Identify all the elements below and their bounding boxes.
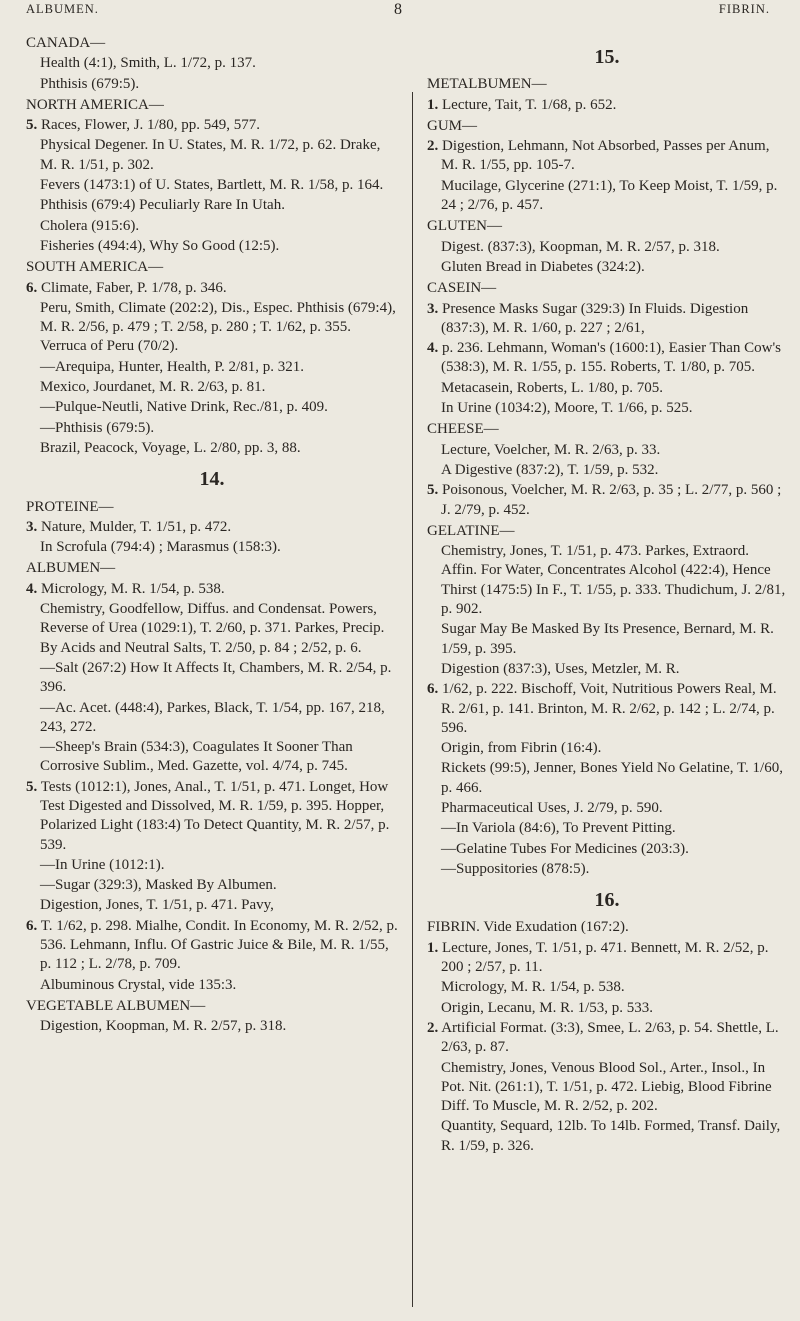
sub-entry: Brazil, Peacock, Voyage, L. 2/80, pp. 3, 88. — [40, 439, 301, 456]
entry-number: 1. — [427, 96, 439, 113]
sub-entry: Metacasein, Roberts, L. 1/80, p. 705. — [441, 379, 664, 396]
sub-entry: Origin, from Fibrin (16:4). — [441, 740, 602, 757]
entry-text: Lecture, Jones, T. 1/51, p. 471. Bennett, M. R. 2/52, p. 200 ; 2/57, p. 11. — [441, 939, 769, 976]
sub-entry: Digestion (837:3), Uses, Metzler, M. R. — [441, 660, 680, 677]
sub-entry: Chemistry, Jones, T. 1/51, p. 473. Parkes, Extraord. Affin. For Water, Concentrates Alcohol (422:4), Hence Thirst (1475:5) In F., T. 1/55, p. 333. Thudichum, J. 2/81, p. 902. — [441, 543, 786, 618]
entry-heading: GELATINE— — [427, 522, 515, 539]
numbered-entry — [26, 518, 398, 537]
entry-number: 5. — [427, 482, 439, 499]
sub-entry: Digestion, Jones, T. 1/51, p. 471. Pavy, — [40, 897, 274, 914]
entry-text: 1/62, p. 222. Bischoff, Voit, Nutritious Powers Real, M. R. 2/61, p. 141. Brinton, M. R. 2/62, p. 142 ; L. 2/74, p. 596. — [441, 681, 777, 736]
entry-heading: CASEIN— — [427, 280, 497, 297]
sub-entry: —Suppositories (878:5). — [441, 860, 590, 877]
entry-heading: NORTH AMERICA— — [26, 96, 164, 113]
sub-entry: —Sheep's Brain (534:3), Coagulates It Sooner Than Corrosive Sublim., Med. Gazette, vol. 4/74, p. 745. — [40, 739, 353, 775]
sub-entry: Peru, Smith, Climate (202:2), Dis., Espec. Phthisis (679:4), M. R. 2/56, p. 479 ; T. 2/58, p. 280 ; T. 1/62, p. 355. Verruca of Peru (70/2). — [40, 299, 396, 355]
sub-entry: In Scrofula (794:4) ; Marasmus (158:3). — [40, 539, 281, 556]
sub-entry: Chemistry, Goodfellow, Diffus. and Condensat. Powers, Reverse of Urea (1029:1), T. 2/60, p. 371. Parkes, Precip. By Acids and Neutral Salts, T. 2/50, p. 84 ; 2/52, p. 6. — [40, 601, 385, 656]
numbered-entry — [26, 778, 398, 855]
entry-text: Micrology, M. R. 1/54, p. 538. — [41, 580, 225, 597]
entry-text: Races, Flower, J. 1/80, pp. 549, 577. — [41, 117, 260, 134]
numbered-entry — [427, 137, 787, 176]
entry-text: Tests (1012:1), Jones, Anal., T. 1/51, p. 471. Longet, How Test Digested and Dissolved, M. R. 1/59, p. 395. Hopper, Polarized Light (183:4) To Detect Quantity, M. R. 2/57, p. 539. — [40, 778, 390, 853]
numbered-entry — [427, 939, 787, 978]
sub-entry: —Salt (267:2) How It Affects It, Chambers, M. R. 2/54, p. 396. — [40, 659, 392, 696]
sub-entry: Fisheries (494:4), Why So Good (12:5). — [40, 237, 280, 254]
entry-number: 5. — [26, 117, 38, 134]
sub-entry: —Sugar (329:3), Masked By Albumen. — [40, 877, 277, 894]
sub-entry: Phthisis (679:5). — [40, 75, 140, 92]
sub-entry: —Pulque-Neutli, Native Drink, Rec./81, p. 409. — [40, 399, 328, 416]
sub-entry: —In Urine (1012:1). — [40, 856, 165, 873]
numbered-entry — [427, 481, 787, 520]
entry-heading: GLUTEN— — [427, 218, 502, 235]
sub-entry: Fevers (1473:1) of U. States, Bartlett, M. R. 1/58, p. 164. — [40, 177, 384, 194]
sub-entry: Lecture, Voelcher, M. R. 2/63, p. 33. — [441, 441, 661, 458]
section-number: 15. — [594, 46, 620, 68]
sub-entry: Micrology, M. R. 1/54, p. 538. — [441, 979, 625, 996]
entry-heading: FIBRIN. Vide Exudation (167:2). — [427, 919, 629, 936]
sub-entry: Cholera (915:6). — [40, 217, 140, 234]
sub-entry: Pharmaceutical Uses, J. 2/79, p. 590. — [441, 799, 663, 816]
sub-entry: —Gelatine Tubes For Medicines (203:3). — [441, 840, 689, 857]
left-column — [26, 32, 398, 1038]
section-number: 16. — [594, 889, 620, 912]
entry-number: 6. — [427, 681, 439, 698]
entry-heading: ALBUMEN— — [26, 560, 116, 577]
sub-entry: Physical Degener. In U. States, M. R. 1/72, p. 62. Drake, M. R. 1/51, p. 302. — [40, 137, 381, 173]
entry-text: Poisonous, Voelcher, M. R. 2/63, p. 35 ; L. 2/77, p. 560 ; J. 2/79, p. 452. — [441, 482, 782, 518]
entry-text: Presence Masks Sugar (329:3) In Fluids. Digestion (837:3), M. R. 1/60, p. 227 ; 2/61, — [441, 300, 749, 336]
numbered-entry — [427, 300, 787, 339]
entry-text: p. 236. Lehmann, Woman's (1600:1), Easier Than Cow's (538:3), M. R. 1/55, p. 155. Roberts, T. 1/80, p. 705. — [441, 340, 782, 376]
entry-text: T. 1/62, p. 298. Mialhe, Condit. In Economy, M. R. 2/52, p. 536. Lehmann, Influ. Of Gastric Juice & Bile, M. R. 1/55, p. 112 ; L. 2/78, p. 709. — [40, 917, 398, 973]
sub-entry: —In Variola (84:6), To Prevent Pitting. — [441, 820, 676, 837]
numbered-entry — [26, 116, 398, 135]
sub-entry: In Urine (1034:2), Moore, T. 1/66, p. 525. — [441, 400, 693, 417]
header-right-running-head: FIBRIN. — [718, 2, 770, 16]
sub-entry: Rickets (99:5), Jenner, Bones Yield No Gelatine, T. 1/60, p. 466. — [441, 760, 783, 796]
entry-number: 1. — [427, 939, 439, 956]
sub-entry: Digest. (837:3), Koopman, M. R. 2/57, p. 318. — [441, 238, 720, 255]
numbered-entry — [427, 96, 787, 115]
section-number: 14. — [199, 468, 225, 491]
entry-text: Digestion, Lehmann, Not Absorbed, Passes per Anum, M. R. 1/55, pp. 105-7. — [441, 138, 770, 174]
sub-entry: —Ac. Acet. (448:4), Parkes, Black, T. 1/54, pp. 167, 218, 243, 272. — [40, 699, 385, 735]
sub-entry: Mexico, Jourdanet, M. R. 2/63, p. 81. — [40, 379, 266, 396]
entry-number: 4. — [427, 340, 439, 357]
entry-number: 2. — [427, 1019, 439, 1036]
entry-heading: CANADA— — [26, 35, 106, 51]
numbered-entry — [26, 580, 398, 599]
sub-entry: —Phthisis (679:5). — [40, 419, 155, 436]
entry-number: 6. — [26, 917, 38, 934]
sub-entry: Mucilage, Glycerine (271:1), To Keep Moist, T. 1/59, p. 24 ; 2/76, p. 457. — [441, 177, 778, 214]
entry-heading: PROTEINE— — [26, 498, 114, 515]
entry-heading: SOUTH AMERICA— — [26, 259, 164, 276]
entry-text: Lecture, Tait, T. 1/68, p. 652. — [442, 96, 617, 113]
entry-number: 3. — [427, 300, 439, 317]
right-column — [427, 32, 787, 1157]
column-divider — [412, 92, 413, 1307]
entry-number: 5. — [26, 778, 38, 795]
header-left-running-head: ALBUMEN. — [26, 2, 99, 16]
sub-entry: Chemistry, Jones, Venous Blood Sol., Arter., Insol., In Pot. Nit. (261:1), T. 1/51, p. 472. Liebig, Blood Fibrine Diff. To Muscle, M. R. 2/52, p. 202. — [441, 1059, 772, 1115]
entry-number: 4. — [26, 580, 38, 597]
sub-entry: Origin, Lecanu, M. R. 1/53, p. 533. — [441, 999, 654, 1016]
entry-text: Climate, Faber, P. 1/78, p. 346. — [41, 279, 227, 296]
entry-heading: CHEESE— — [427, 421, 499, 438]
sub-entry: Quantity, Sequard, 12lb. To 14lb. Formed, Transf. Daily, R. 1/59, p. 326. — [441, 1118, 781, 1154]
sub-entry: Sugar May Be Masked By Its Presence, Bernard, M. R. 1/59, p. 395. — [441, 621, 774, 657]
numbered-entry — [26, 279, 398, 298]
entry-heading: METALBUMEN— — [427, 76, 547, 93]
entry-heading: VEGETABLE ALBUMEN— — [26, 997, 206, 1014]
sub-entry: Gluten Bread in Diabetes (324:2). — [441, 258, 645, 275]
sub-entry: —Arequipa, Hunter, Health, P. 2/81, p. 321. — [40, 358, 304, 375]
entry-heading: GUM— — [427, 117, 478, 134]
numbered-entry — [427, 680, 787, 738]
sub-entry: Phthisis (679:4) Peculiarly Rare In Utah. — [40, 197, 285, 214]
sub-entry: Digestion, Koopman, M. R. 2/57, p. 318. — [40, 1018, 287, 1035]
entry-number: 2. — [427, 138, 439, 155]
entry-number: 3. — [26, 518, 38, 535]
entry-text: Nature, Mulder, T. 1/51, p. 472. — [41, 518, 232, 535]
sub-entry: A Digestive (837:2), T. 1/59, p. 532. — [441, 461, 659, 478]
numbered-entry — [26, 917, 398, 975]
numbered-entry — [427, 339, 787, 378]
entry-text: Artificial Format. (3:3), Smee, L. 2/63, p. 54. Shettle, L. 2/63, p. 87. — [441, 1019, 779, 1056]
sub-entry: Albuminous Crystal, vide 135:3. — [40, 976, 237, 993]
entry-number: 6. — [26, 279, 38, 296]
sub-entry: Health (4:1), Smith, L. 1/72, p. 137. — [40, 55, 256, 72]
numbered-entry — [427, 1019, 787, 1058]
page-number: 8 — [394, 1, 403, 18]
